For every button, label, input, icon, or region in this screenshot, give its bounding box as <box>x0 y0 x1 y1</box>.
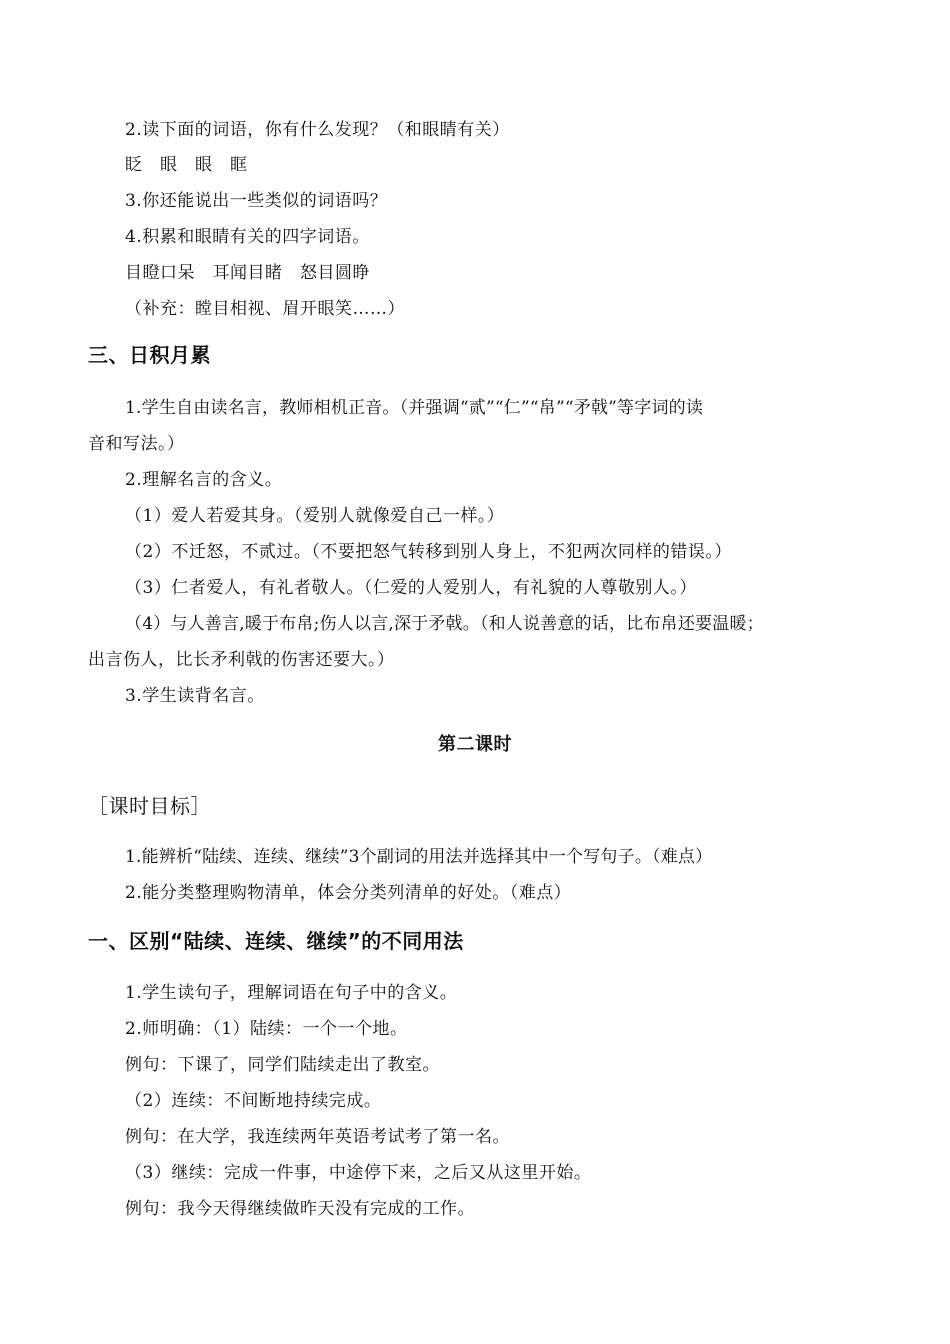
idioms-list: 目瞪口呆 耳闻目睹 怒目圆睁 <box>125 263 370 283</box>
eye-words: 眨 眼 眼 眶 <box>125 155 248 175</box>
section-three-item1: 1.学生自由读名言，教师相机正音。（并强调“贰”“仁”“帛”“矛戟”等字词的读 <box>125 398 704 418</box>
objective-1: 1.能辨析“陆续、连续、继续”3个副词的用法并选择其中一个写句子。（难点） <box>125 847 713 867</box>
section-three-item3: 3.学生读背名言。 <box>125 686 265 706</box>
example-luxu: 例句：下课了，同学们陆续走出了教室。 <box>125 1055 440 1075</box>
question-2: 2.读下面的词语，你有什么发现？（和眼睛有关） <box>125 120 510 140</box>
lesson-two-title: 第二课时 <box>438 734 512 755</box>
section-three-item1-cont: 音和写法。） <box>88 434 185 454</box>
question-3: 3.你还能说出一些类似的词语吗？ <box>125 191 388 211</box>
definition-jixu: （3）继续：完成一件事，中途停下来，之后又从这里开始。 <box>125 1163 592 1183</box>
quote-2: （2）不迁怒，不贰过。（不要把怒气转移到别人身上，不犯两次同样的错误。） <box>125 542 732 562</box>
section-three-heading: 三、日积月累 <box>88 343 211 367</box>
idioms-supplement: （补充：瞠目相视、眉开眼笑……） <box>125 299 405 319</box>
objective-2: 2.能分类整理购物清单，体会分类列清单的好处。（难点） <box>125 883 572 903</box>
section-one-line-2: 2.师明确：（1）陆续：一个一个地。 <box>125 1019 408 1039</box>
quote-4: （4）与人善言,暖于布帛;伤人以言,深于矛戟。（和人说善意的话，比布帛还要温暖； <box>125 614 764 634</box>
objectives-heading: ［课时目标］ <box>88 794 211 818</box>
quote-3: （3）仁者爱人，有礼者敬人。（仁爱的人爱别人，有礼貌的人尊敬别人。） <box>125 578 697 598</box>
question-4: 4.积累和眼睛有关的四字词语。 <box>125 227 370 247</box>
section-three-item2: 2.理解名言的含义。 <box>125 470 283 490</box>
quote-1: （1）爱人若爱其身。（爱别人就像爱自己一样。） <box>125 506 505 526</box>
definition-lianxu: （2）连续：不间断地持续完成。 <box>125 1091 382 1111</box>
section-one-heading: 一、区别“陆续、连续、继续”的不同用法 <box>88 929 464 953</box>
quote-4-cont: 出言伤人，比长矛利戟的伤害还要大。） <box>88 650 395 670</box>
example-jixu: 例句：我今天得继续做昨天没有完成的工作。 <box>125 1199 475 1219</box>
section-one-line-1: 1.学生读句子，理解词语在句子中的含义。 <box>125 983 458 1003</box>
example-lianxu: 例句：在大学，我连续两年英语考试考了第一名。 <box>125 1127 510 1147</box>
